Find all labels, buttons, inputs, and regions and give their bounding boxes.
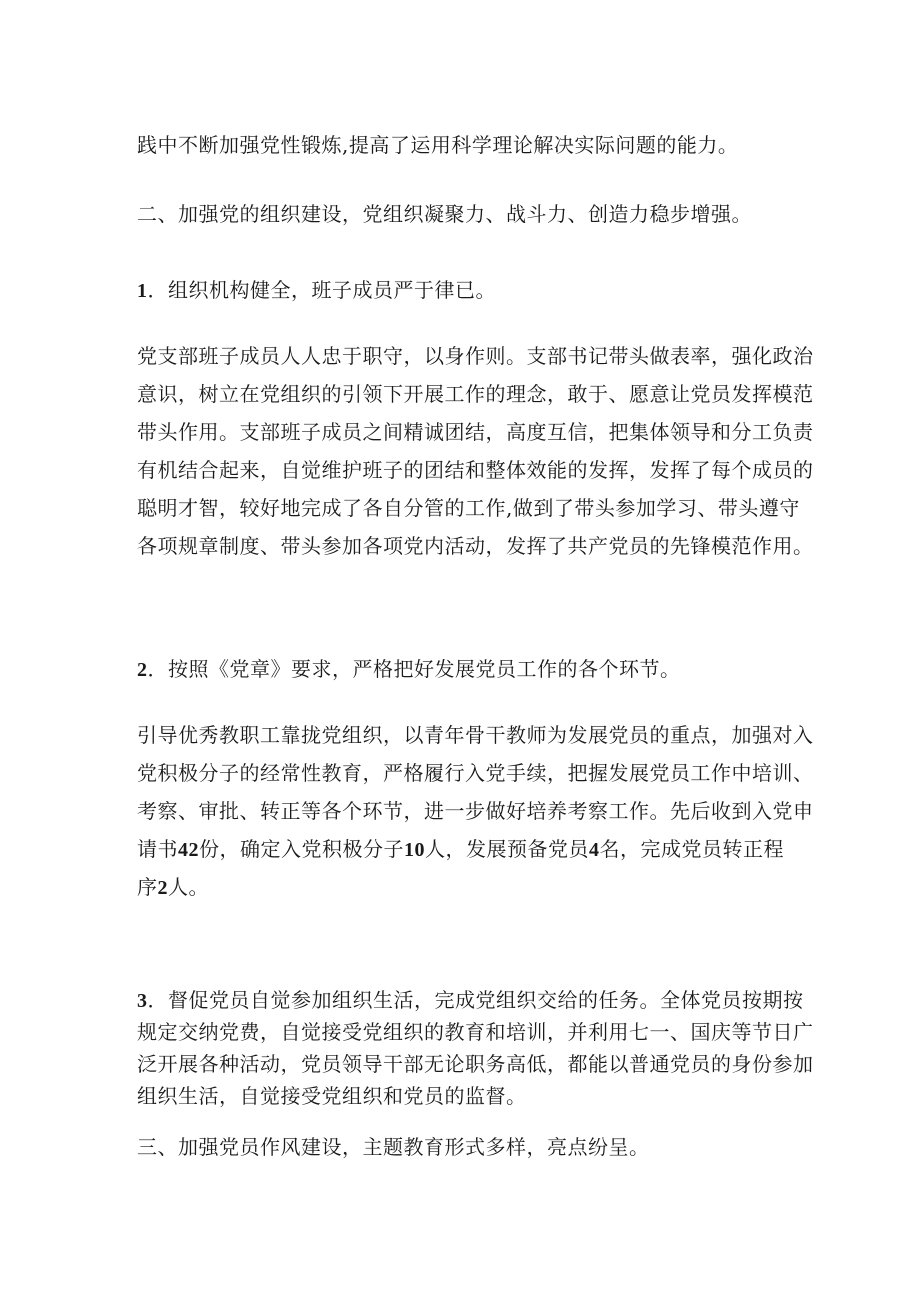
paragraph-line: 各项规章制度、带头参加各项党内活动，发挥了共产党员的先锋模范作用。 (137, 534, 814, 558)
item-3-paragraph (137, 984, 814, 1112)
text-segment: 人。 (168, 875, 209, 899)
item-1-title: ．组织机构健全，班子成员严于律已。 (147, 278, 496, 302)
item-1-number: 1 (137, 280, 148, 302)
paragraph-line: 带头作用。支部班子成员之间精诚团结，高度互信，把集体领导和分工负责 (137, 420, 814, 444)
item-1-paragraph (137, 337, 814, 565)
paragraph-line: 考察、审批、转正等各个环节，进一步做好培养考察工作。先后收到入党申 (137, 799, 814, 823)
text-segment: ．督促党员自觉参加组织生活，完成党组织交给的任务。全体党员按期按 (147, 988, 804, 1012)
paragraph-line: 意识，树立在党组织的引领下开展工作的理念，敢于、愿意让党员发挥模范 (137, 382, 814, 406)
paragraph-line: 引导优秀教职工靠拢党组织，以青年骨干教师为发展党员的重点，加强对入 (137, 723, 814, 747)
paragraph-line: 泛开展各种活动，党员领导干部无论职务高低，都能以普通党员的身份参加 (137, 1052, 814, 1076)
paragraph-line: 聪明才智，较好地完成了各自分管的工作,做到了带头参加学习、带头遵守 (137, 496, 800, 520)
item-2-number: 2 (137, 659, 148, 681)
full-member-count: 2 (157, 877, 168, 899)
paragraph-line: 有机结合起来，自觉维护班子的团结和整体效能的发挥，发挥了每个成员的 (137, 458, 814, 482)
text-segment: 请书 (137, 837, 178, 861)
probationary-member-count: 4 (589, 839, 600, 861)
paragraph-line (137, 868, 814, 906)
section-3-heading: 三、加强党员作风建设，主题教育形式多样，亮点纷呈。 (137, 1135, 650, 1159)
text-segment: 份，确定入党积极分子 (199, 837, 404, 861)
paragraph-line (137, 984, 814, 1016)
section-2-heading: 二、加强党的组织建设，党组织凝聚力、战斗力、创造力稳步增强。 (137, 202, 752, 226)
activist-count: 10 (404, 839, 425, 861)
text-segment: 人，发展预备党员 (425, 837, 589, 861)
item-2-title: ．按照《党章》要求，严格把好发展党员工作的各个环节。 (147, 657, 681, 681)
paragraph-line (137, 830, 814, 868)
paragraph-line: 党支部班子成员人人忠于职守，以身作则。支部书记带头做表率，强化政治 (137, 344, 814, 368)
text-segment: 名，完成党员转正程 (599, 837, 784, 861)
text-segment: 序 (137, 875, 158, 899)
application-count: 42 (178, 839, 199, 861)
item-2-heading (137, 655, 681, 684)
item-2-paragraph (137, 716, 814, 906)
item-3-number: 3 (137, 990, 148, 1012)
paragraph-line: 党积极分子的经常性教育，严格履行入党手续，把握发展党员工作中培训、 (137, 761, 814, 785)
continuation-line: 践中不断加强党性锻炼,提高了运用科学理论解决实际问题的能力。 (137, 133, 739, 157)
paragraph-line: 组织生活，自觉接受党组织和党员的监督。 (137, 1084, 527, 1108)
item-1-heading (137, 276, 496, 305)
paragraph-line: 规定交纳党费，自觉接受党组织的教育和培训，并利用七一、国庆等节日广 (137, 1020, 814, 1044)
